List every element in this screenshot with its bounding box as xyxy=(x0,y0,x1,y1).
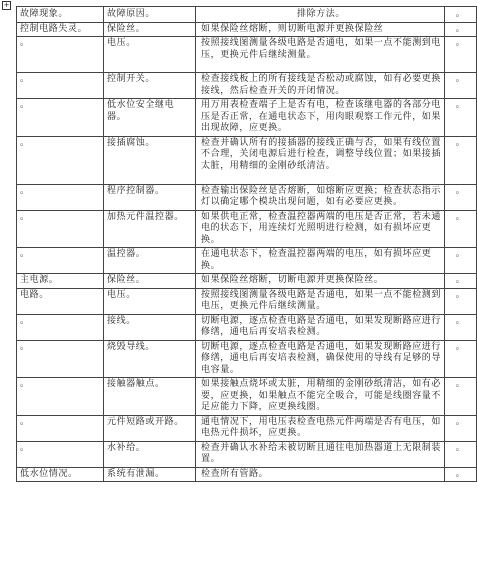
mark-cell: 。 xyxy=(445,99,477,137)
solution-text: 如果供电正常，检查温控器两端的电压是否正常，若未通电的状态下，用连续灯光照明进行检测，如有损坏应更换。 xyxy=(201,211,442,245)
cause-cell: 控制开关。 xyxy=(104,73,196,99)
table-row xyxy=(17,274,477,289)
cause-cell: 接线。 xyxy=(104,314,196,340)
table-row xyxy=(17,340,477,378)
solution-cell xyxy=(196,210,445,248)
cause-cell: 接触器触点。 xyxy=(104,378,196,416)
solution-cell xyxy=(196,441,445,467)
phenomenon-cell: 电路。 xyxy=(17,288,104,314)
phenomenon-cell: 。 xyxy=(17,441,104,467)
phenomenon-cell: 。 xyxy=(17,378,104,416)
table-row xyxy=(17,314,477,340)
solution-cell xyxy=(196,274,445,289)
table-row xyxy=(17,288,477,314)
mark-cell: 。 xyxy=(445,314,477,340)
phenomenon-cell: 。 xyxy=(17,99,104,137)
mark-cell: 。 xyxy=(445,441,477,467)
solution-cell xyxy=(196,467,445,482)
header-phenomenon: 故障现象。 xyxy=(17,7,104,23)
table-row xyxy=(17,248,477,274)
mark-cell: 。 xyxy=(445,184,477,210)
cause-cell: 水补给。 xyxy=(104,441,196,467)
mark-cell: 。 xyxy=(445,467,477,482)
solution-text: 切断电源，逐点检查电路是否通电，如果发现断路应进行修缮，通电后再安培表检测。 xyxy=(201,315,442,337)
mark-cell: 。 xyxy=(445,37,477,73)
table-row xyxy=(17,22,477,37)
mark-cell: 。 xyxy=(445,136,477,184)
table-row xyxy=(17,210,477,248)
solution-text: 检查接线板上的所有接线是否松动或腐蚀，如有必要更换接线，然后检查开关的开闭情况。 xyxy=(201,74,442,96)
mark-cell: 。 xyxy=(445,248,477,274)
phenomenon-cell: 。 xyxy=(17,340,104,378)
solution-cell xyxy=(196,22,445,37)
solution-cell xyxy=(196,288,445,314)
solution-text: 如果接触点烧坏或太脏，用精细的金刚砂纸清洁，如有必要，应更换，如果触点不能完全吸合，可能是线圈容量不足应能力下降，应更换线圈。 xyxy=(201,379,442,412)
cause-cell: 程序控制器。 xyxy=(104,184,196,210)
cause-cell: 烧毁导线。 xyxy=(104,340,196,378)
solution-text: 检查输出保险丝是否熔断，如熔断应更换；检查状态指示灯以确定哪个模块出现问题，如有必要应更换。 xyxy=(201,185,442,207)
solution-cell xyxy=(196,136,445,184)
header-mark: 。 xyxy=(445,7,477,23)
cause-cell: 保险丝。 xyxy=(104,22,196,37)
phenomenon-cell: 。 xyxy=(17,248,104,274)
solution-cell xyxy=(196,73,445,99)
solution-text: 用万用表检查端子上是否有电，检查该继电器的各部分电压是否正常，在通电状态下，用肉眼观察工作元件，如果出现故障，应更换。 xyxy=(201,100,442,133)
mark-cell: 。 xyxy=(445,210,477,248)
phenomenon-cell: 。 xyxy=(17,73,104,99)
solution-cell xyxy=(196,37,445,73)
phenomenon-cell: 低水位情况。 xyxy=(17,467,104,482)
solution-cell xyxy=(196,415,445,441)
solution-cell xyxy=(196,248,445,274)
mark-cell: 。 xyxy=(445,22,477,37)
solution-cell xyxy=(196,184,445,210)
solution-text: 切断电源，逐点检查电路是否通电，如果发现断路应进行修缮，通电后再安培表检测，确保使用的导线有足够的导电容量。 xyxy=(201,341,442,375)
solution-text: 检查所有管路。 xyxy=(201,468,269,479)
phenomenon-cell: 主电源。 xyxy=(17,274,104,289)
phenomenon-cell: 。 xyxy=(17,415,104,441)
mark-cell: 。 xyxy=(445,340,477,378)
phenomenon-cell: 。 xyxy=(17,210,104,248)
phenomenon-cell: 。 xyxy=(17,37,104,73)
header-solution-text: 排除方法。 xyxy=(296,9,345,19)
table-row xyxy=(17,73,477,99)
header-solution xyxy=(196,7,445,23)
table-move-handle-icon[interactable]: + xyxy=(3,1,10,9)
cause-cell: 系统有泄漏。 xyxy=(104,467,196,482)
table-row xyxy=(17,467,477,482)
phenomenon-cell: 。 xyxy=(17,314,104,340)
table-row xyxy=(17,136,477,184)
troubleshooting-table xyxy=(16,6,477,482)
solution-cell xyxy=(196,340,445,378)
table-row xyxy=(17,99,477,137)
solution-text: 如果保险丝熔断，切断电源并更换保险丝。 xyxy=(201,275,384,285)
cause-cell: 电压。 xyxy=(104,37,196,73)
solution-text: 在通电状态下，检查温控器两端的电压，如有损坏应更换。 xyxy=(201,249,432,271)
table-row xyxy=(17,415,477,441)
solution-cell xyxy=(196,314,445,340)
table-row xyxy=(17,184,477,210)
cause-cell: 低水位安全继电器。 xyxy=(104,99,196,137)
cause-cell: 电压。 xyxy=(104,288,196,314)
table-header-row xyxy=(17,7,477,23)
mark-cell: 。 xyxy=(445,415,477,441)
header-cause: 故障原因。 xyxy=(104,7,196,23)
solution-text: 按照接线图测量各级电路是否通电，如果一点不能测到电压，更换元件后继续测量。 xyxy=(201,38,442,60)
mark-cell: 。 xyxy=(445,288,477,314)
solution-text: 通电情况下，用电压表检查电热元件两端是否有电压，如电热元件损坏，应更换。 xyxy=(201,416,442,438)
cause-cell: 加热元件温控器。 xyxy=(104,210,196,248)
phenomenon-cell: 。 xyxy=(17,136,104,184)
troubleshooting-table-container xyxy=(16,6,466,482)
phenomenon-cell: 。 xyxy=(17,184,104,210)
solution-cell xyxy=(196,378,445,416)
cause-cell: 接插腐蚀。 xyxy=(104,136,196,184)
solution-text: 按照接线图测量各级电路是否通电，如果一点不能检测到电压，更换元件后继续测量。 xyxy=(201,289,442,311)
solution-text: 检查并确认水补给未被切断且通往电加热器道上无限制装置。 xyxy=(201,442,442,464)
table-row xyxy=(17,441,477,467)
phenomenon-cell: 控制电路失灵。 xyxy=(17,22,104,37)
mark-cell: 。 xyxy=(445,378,477,416)
mark-cell: 。 xyxy=(445,274,477,289)
solution-text: 检查并确认所有的接插器的接线正确与否，如果有线位置不合理，关闭电源后进行检查，调整导线位置；如果接插太脏，用精细的金刚砂纸清洁。 xyxy=(201,137,442,171)
cause-cell: 温控器。 xyxy=(104,248,196,274)
mark-cell: 。 xyxy=(445,73,477,99)
cause-cell: 保险丝。 xyxy=(104,274,196,289)
solution-cell xyxy=(196,99,445,137)
solution-text: 如果保险丝熔断，则切断电源并更换保险丝 xyxy=(201,23,384,34)
cause-cell: 元件短路或开路。 xyxy=(104,415,196,441)
table-row xyxy=(17,37,477,73)
table-row xyxy=(17,378,477,416)
